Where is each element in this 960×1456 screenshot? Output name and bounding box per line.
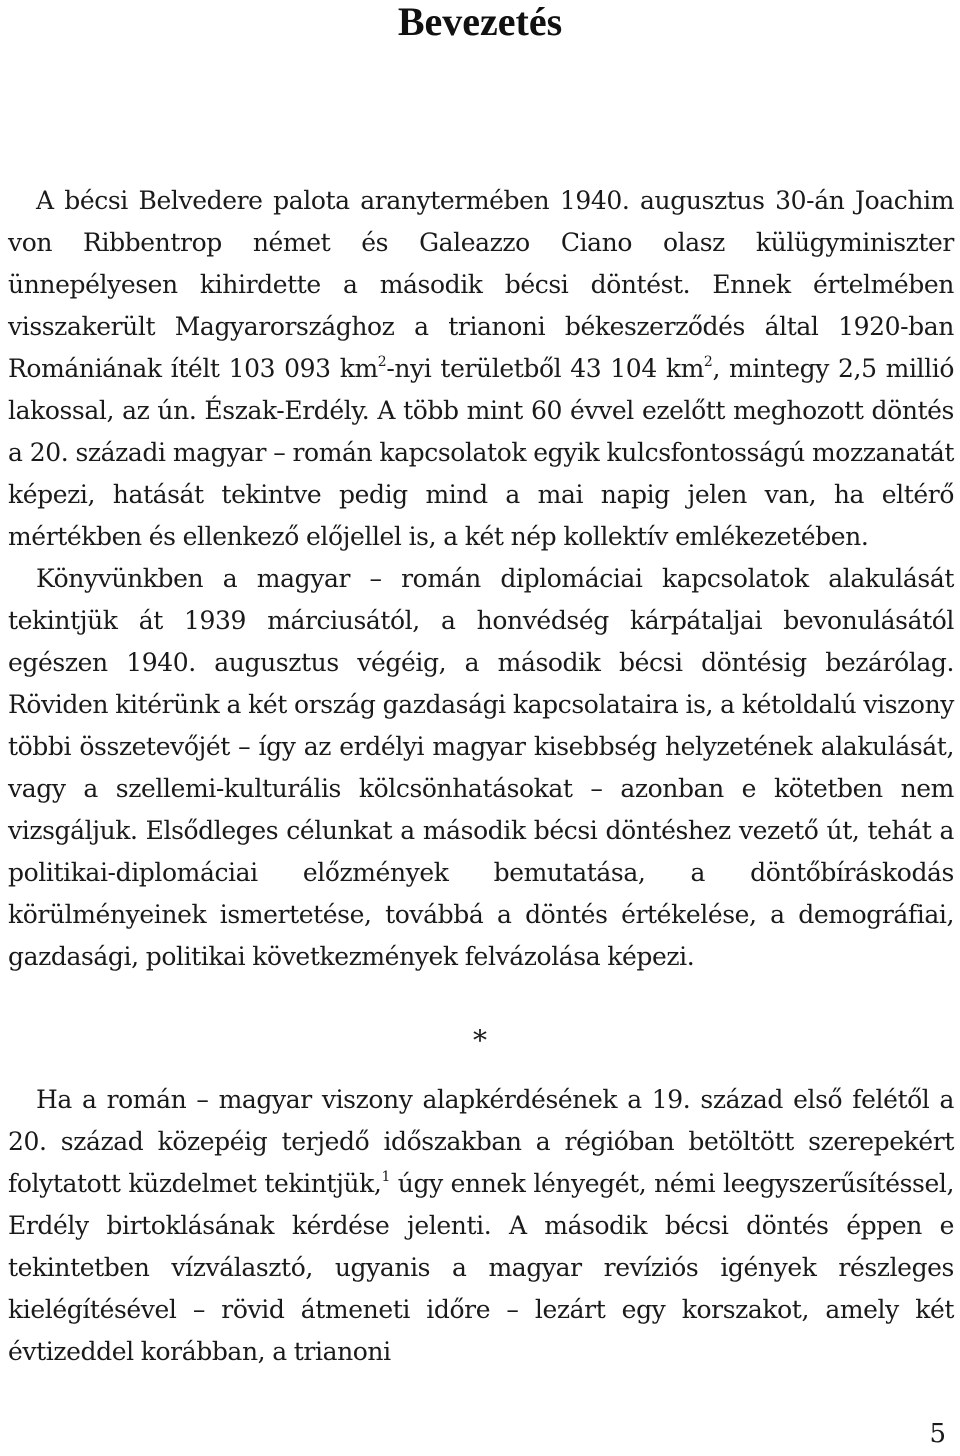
paragraph-3-text-a: Ha a román – magyar viszony alapkérdésének a 19. század első felétől a 20. század közepéig terjedő időszakban a régióban betöltött szerepekért folytatott küzdelmet tekintjük, (8, 1085, 954, 1198)
superscript-2: 2 (703, 354, 713, 370)
paragraph-1-text-c: , mintegy 2,5 millió lakossal, az ún. Észak-Erdély. A több mint 60 évvel ezelőtt meghozott döntés a 20. századi magyar – román kapcsolatok egyik kulcsfontosságú mozzanatát képezi, hatását tekintve pedig mind a mai napig jelen van, ha eltérő mértékben és ellenkező előjellel is, a két nép kollektív emlékezetében. (8, 354, 954, 551)
introduction-section (8, 180, 954, 978)
paragraph-2 (8, 558, 954, 978)
paragraph-1-text-a: A bécsi Belvedere palota aranytermében 1940. augusztus 30-án Joachim von Ribbentrop német és Galeazzo Ciano olasz külügyminiszter ünnepélyesen kihirdette a második bécsi döntést. Ennek értelmében visszakerült Magyarországhoz a trianoni békeszerződés által 1920-ban Romániának ítélt 103 093 km (8, 186, 954, 383)
section-separator: * (473, 1024, 487, 1057)
page-number: 5 (929, 1419, 946, 1449)
page-title: Bevezetés (397, 0, 563, 44)
paragraph-3 (8, 1079, 954, 1373)
paragraph-1 (8, 180, 954, 558)
paragraph-2-text: Könyvünkben a magyar – román diplomáciai kapcsolatok alakulását tekintjük át 1939 márciusától, a honvédség kárpátaljai bevonulásától egészen 1940. augusztus végéig, a második bécsi döntésig bezárólag. Röviden kitérünk a két ország gazdasági kapcsolataira is, a kétoldalú viszony többi összetevőjét – így az erdélyi magyar kisebbség helyzetének alakulását, vagy a szellemi-kulturális kölcsönhatásokat – azonban e kötetben nem vizsgáljuk. Elsődleges célunkat a második bécsi döntéshez vezető út, tehát a politikai-diplomáciai előzmények bemutatása, a döntőbíráskodás körülményeinek ismertetése, továbbá a döntés értékelése, a demográfiai, gazdasági, politikai következmények felvázolása képezi. (8, 564, 954, 971)
continuation-section (8, 1079, 954, 1373)
paragraph-3-text-b: úgy ennek lényegét, némi leegyszerűsítéssel, Erdély birtoklásának kérdése jelenti. A második bécsi döntés éppen e tekintetben vízválasztó, ugyanis a magyar revíziós igények részleges kielégítésével – rövid átmeneti időre – lezárt egy korszakot, amely két évtizeddel korábban, a trianoni (8, 1169, 954, 1366)
superscript-2: 2 (377, 354, 387, 370)
footnote-marker[interactable]: 1 (381, 1169, 390, 1185)
paragraph-1-text-b: -nyi területből 43 104 km (386, 354, 704, 383)
